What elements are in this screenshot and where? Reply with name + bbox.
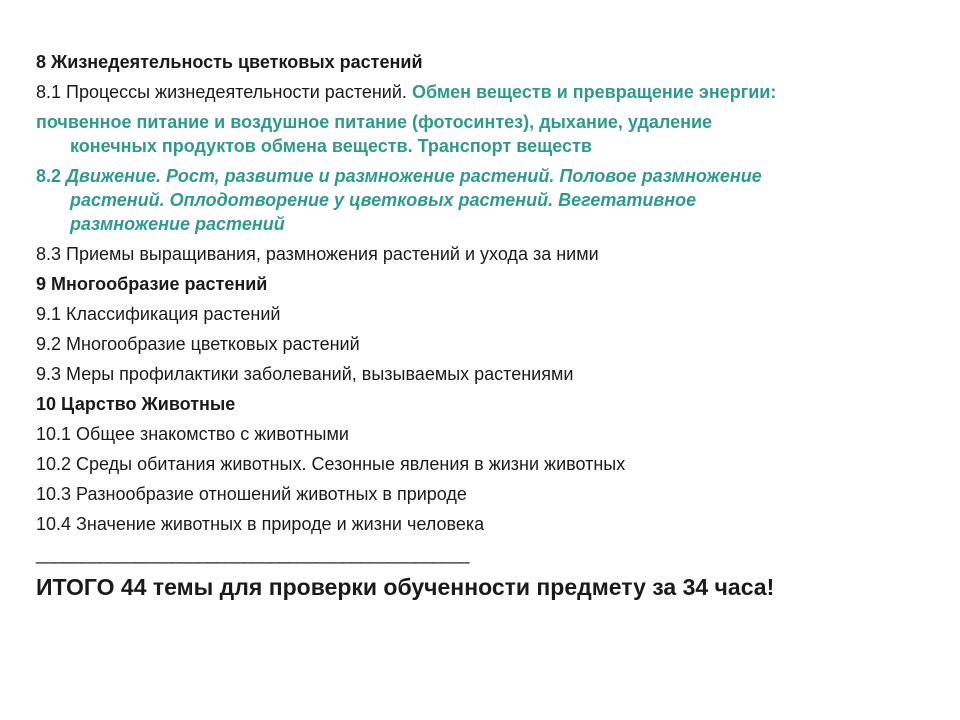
topic-8-2-line-2: растений. Оплодотворение у цветковых растений. Вегетативное [70,190,697,210]
separator-line: ________________________________________________ [36,544,469,564]
section-9-heading: 9 Многообразие растений [36,274,268,294]
topic-8-2 [36,164,916,236]
topic-10-2: 10.2 Среды обитания животных. Сезонные явления в жизни животных [36,454,626,474]
topic-8-2-line-1: Движение. Рост, развитие и размножение растений. Половое размножение [66,166,762,186]
topic-10-1: 10.1 Общее знакомство с животными [36,424,349,444]
topic-8-3: 8.3 Приемы выращивания, размножения растений и ухода за ними [36,244,599,264]
topic-list [36,50,916,625]
topic-9-1: 9.1 Классификация растений [36,304,281,324]
topic-8-1-continuation [36,110,916,158]
topic-8-1-title: 8.1 Процессы жизнедеятельности растений. [36,82,407,102]
topic-9-3: 9.3 Меры профилактики заболеваний, вызываемых растениями [36,364,574,384]
section-8-heading: 8 Жизнедеятельность цветковых растений [36,52,423,72]
topic-8-1-line-2: почвенное питание и воздушное питание (фотосинтез), дыхание, удаление [36,112,713,132]
topic-8-1 [36,80,916,104]
topic-10-3: 10.3 Разнообразие отношений животных в природе [36,484,467,504]
topic-8-2-line-3: размножение растений [70,214,285,234]
topic-8-1-highlight: Обмен веществ и превращение энергии: [411,82,777,102]
topic-9-2: 9.2 Многообразие цветковых растений [36,334,360,354]
total-summary: ИТОГО 44 темы для проверки обученности предмету за 34 часа! [36,574,775,600]
topic-10-4: 10.4 Значение животных в природе и жизни человека [36,514,485,534]
topic-8-1-line-3: конечных продуктов обмена веществ. Транспорт веществ [70,136,592,156]
topic-8-2-number: 8.2 [36,166,62,186]
section-10-heading: 10 Царство Животные [36,394,236,414]
